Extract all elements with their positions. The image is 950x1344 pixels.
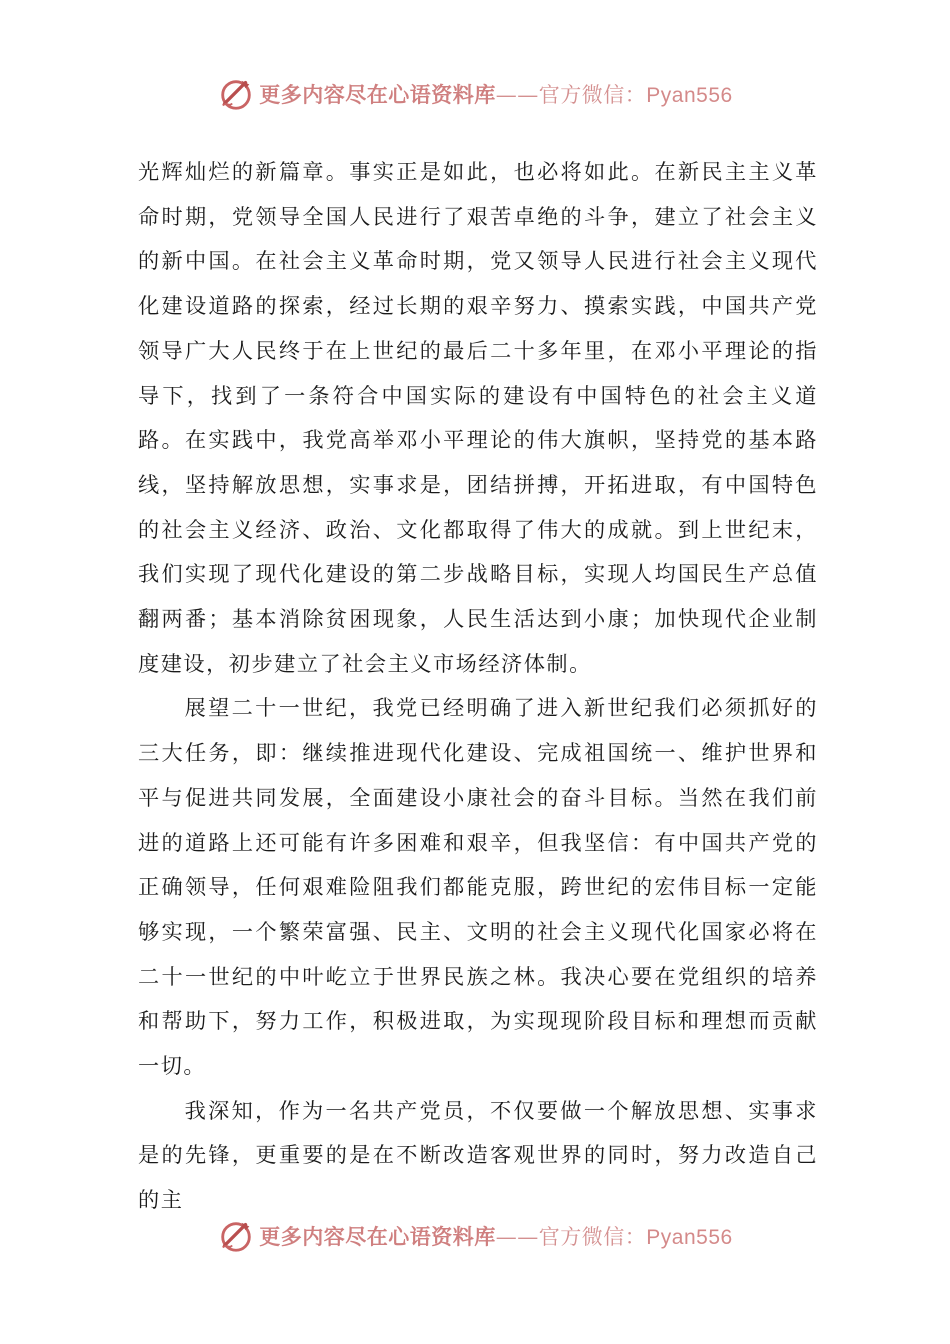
header-watermark-banner [0, 72, 950, 116]
header-brand-text: 更多内容尽在心语资料库 [259, 82, 496, 107]
header-dash: —— [495, 83, 539, 107]
pen-circle-logo-icon [217, 1217, 255, 1255]
footer-watermark-banner [0, 1214, 950, 1258]
header-wechat-label: 官方微信： [538, 83, 647, 107]
footer-wechat-label: 官方微信： [538, 1225, 647, 1249]
paragraph-3: 我深知，作为一名共产党员，不仅要做一个解放思想、实事求是的先锋，更重要的是在不断改造客观世界的同时，努力改造自己的主 [138, 1097, 818, 1213]
document-body [138, 150, 818, 1223]
footer-brand-text: 更多内容尽在心语资料库 [259, 1224, 496, 1249]
footer-dash: —— [495, 1225, 539, 1249]
header-watermark-text [259, 79, 732, 109]
pen-circle-logo-icon [217, 75, 255, 113]
footer-wechat-id: Pyan556 [646, 1226, 733, 1249]
header-wechat-id: Pyan556 [646, 84, 733, 107]
footer-watermark-text [259, 1221, 732, 1251]
paragraph-2: 展望二十一世纪，我党已经明确了进入新世纪我们必须抓好的三大任务，即：继续推进现代化建设、完成祖国统一、维护世界和平与促进共同发展，全面建设小康社会的奋斗目标。当然在我们前进的道路上还可能有许多困难和艰辛，但我坚信：有中国共产党的正确领导，任何艰难险阻我们都能克服，跨世纪的宏伟目标一定能够实现，一个繁荣富强、民主、文明的社会主义现代化国家必将在二十一世纪的中叶屹立于世界民族之林。我决心要在党组织的培养和帮助下，努力工作，积极进取，为实现现阶段目标和理想而贡献一切。 [138, 695, 818, 1079]
paragraph-1: 光辉灿烂的新篇章。事实正是如此，也必将如此。在新民主主义革命时期，党领导全国人民进行了艰苦卓绝的斗争，建立了社会主义的新中国。在社会主义革命时期，党又领导人民进行社会主义现代化建设道路的探索，经过长期的艰辛努力、摸索实践，中国共产党领导广大人民终于在上世纪的最后二十多年里，在邓小平理论的指导下，找到了一条符合中国实际的建设有中国特色的社会主义道路。在实践中，我党高举邓小平理论的伟大旗帜，坚持党的基本路线，坚持解放思想，实事求是，团结拼搏，开拓进取，有中国特色的社会主义经济、政治、文化都取得了伟大的成就。到上世纪末，我们实现了现代化建设的第二步战略目标，实现人均国民生产总值翻两番；基本消除贫困现象，人民生活达到小康；加快现代企业制度建设，初步建立了社会主义市场经济体制。 [138, 159, 818, 676]
